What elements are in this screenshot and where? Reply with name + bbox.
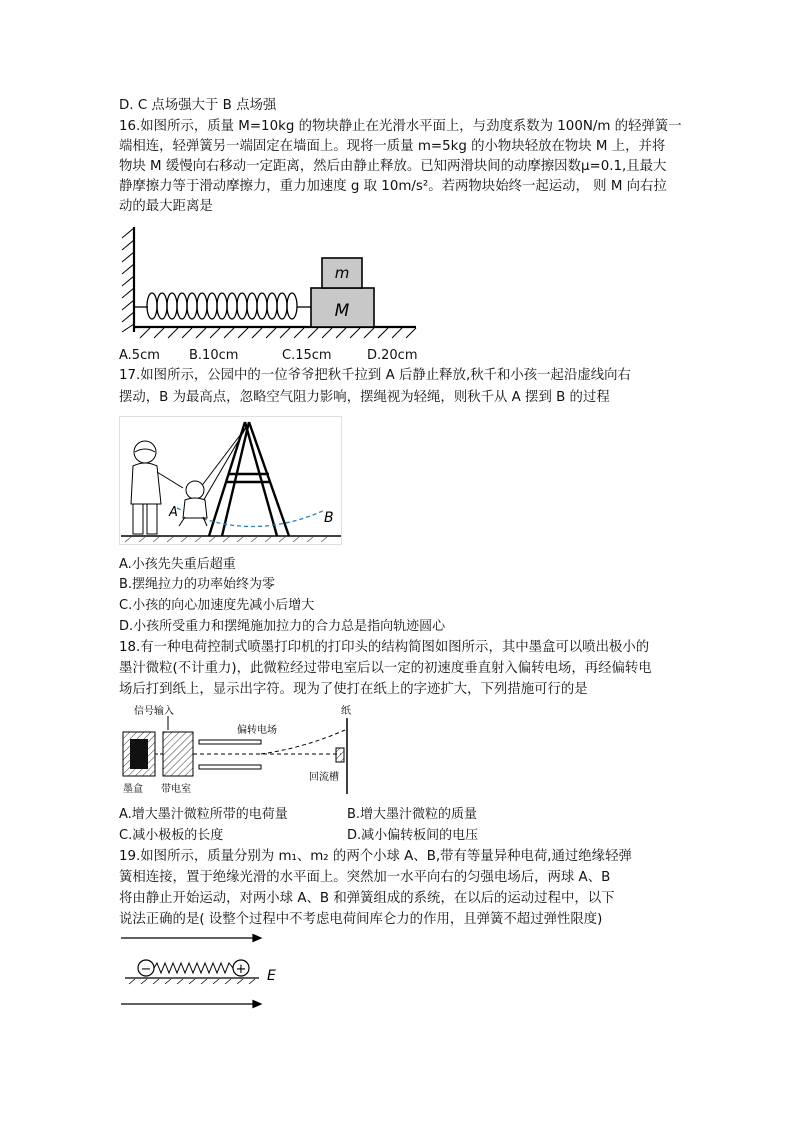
q17-line: 摆动，B 为最高点，忽略空气阻力影响，摆绳视为轻绳，则秋千从 A 摆到 B 的过程 (119, 390, 610, 405)
q19-line: 说法正确的是( 设整个过程中不考虑电荷间库仑力的作用，且弹簧不超过弹性限度) (119, 912, 603, 927)
q16-spring-block-figure (118, 222, 423, 340)
q17-option-a: A.小孩先失重后超重 (119, 557, 236, 572)
field-label-e: E (267, 968, 276, 984)
charging-chamber (163, 732, 193, 776)
label-paper: 纸 (341, 706, 351, 717)
label-charging-chamber: 带电室 (161, 784, 191, 795)
q16-option-c: C.15cm (282, 348, 332, 363)
q19-line: 19.如图所示，质量分别为 m₁、m₂ 的两个小球 A、B,带有等量异种电荷,通过绝缘轻弹 (119, 849, 632, 864)
label-signal-input: 信号输入 (134, 706, 174, 717)
label-M: M (334, 301, 350, 321)
q16-line: 物块 M 缓慢向右移动一定距离，然后由静止释放。已知两滑块间的动摩擦因数μ=0.1,且最大 (119, 159, 667, 174)
q17-option-b: B.摆绳拉力的功率始终为零 (119, 577, 276, 592)
q18-option-d: D.减小偏转板间的电压 (347, 828, 479, 843)
spring-coil (134, 293, 311, 319)
q16-option-b: B.10cm (189, 348, 239, 363)
q19-line: 将由静止开始运动，对两小球 A、B 和弹簧组成的系统，在以后的运动过程中，以下 (119, 891, 615, 906)
q19-line: 簧相连接，置于绝缘光滑的水平面上。突然加一水平向右的匀强电场后，两球 A、B (119, 870, 611, 885)
label-m: m (334, 264, 350, 282)
q16-line: 静摩擦力等于滑动摩擦力，重力加速度 g 取 10m/s²。若两物块始终一起运动， 则 M 向右拉 (119, 179, 667, 194)
q18-option-b: B.增大墨汁微粒的质量 (347, 807, 478, 822)
label-return-tank: 回流槽 (309, 772, 339, 783)
q15-option-d: D. C 点场强大于 B 点场强 (119, 98, 277, 113)
minus-sign: − (140, 962, 152, 977)
q17-option-d: D.小孩所受重力和摆绳施加拉力的合力总是指向轨迹圆心 (119, 619, 446, 634)
plus-sign: + (235, 962, 247, 977)
label-ink-box: 墨盒 (123, 784, 143, 795)
q16-option-d: D.20cm (367, 348, 418, 363)
q18-option-a: A.增大墨汁微粒所带的电荷量 (119, 807, 288, 822)
q18-line: 墨汁微粒(不计重力)，此微粒经过带电室后以一定的初速度垂直射入偏转电场，再经偏转电 (119, 661, 652, 676)
label-b: B (324, 510, 334, 526)
q16-line: 动的最大距离是 (119, 199, 213, 214)
ink-box-core (130, 739, 148, 769)
q18-line: 18.有一种电荷控制式喷墨打印机的打印头的结构简图如图所示，其中墨盒可以喷出极小的 (119, 640, 650, 655)
q17-option-c: C.小孩的向心加速度先减小后增大 (119, 598, 315, 613)
insulating-spring (154, 963, 233, 973)
label-deflection-field: 偏转电场 (237, 725, 277, 736)
q18-option-c: C.减小极板的长度 (119, 828, 224, 843)
q17-line: 17.如图所示，公园中的一位爷爷把秋千拉到 A 后静止释放,秋千和小孩一起沿虚线向右 (119, 368, 631, 383)
q18-line: 场后打到纸上，显示出字符。现为了使打在纸上的字迹扩大，下列措施可行的是 (119, 682, 588, 697)
deflection-plate-bottom (199, 765, 261, 769)
q17-swing-figure (119, 416, 343, 546)
label-a: A (169, 505, 178, 520)
q16-option-a: A.5cm (119, 348, 160, 363)
deflection-plate-top (199, 740, 261, 744)
return-tank (336, 748, 344, 762)
q16-line: 16.如图所示，质量 M=10kg 的物块静止在光滑水平面上，与劲度系数为 100N/m 的轻弹簧一 (119, 119, 682, 134)
q16-line: 端相连，轻弹簧另一端固定在墙面上。现将一质量 m=5kg 的小物块轻放在物块 M 上，并将 (119, 139, 666, 154)
q18-printer-figure (119, 700, 364, 800)
q19-charged-balls-figure (119, 928, 289, 1013)
